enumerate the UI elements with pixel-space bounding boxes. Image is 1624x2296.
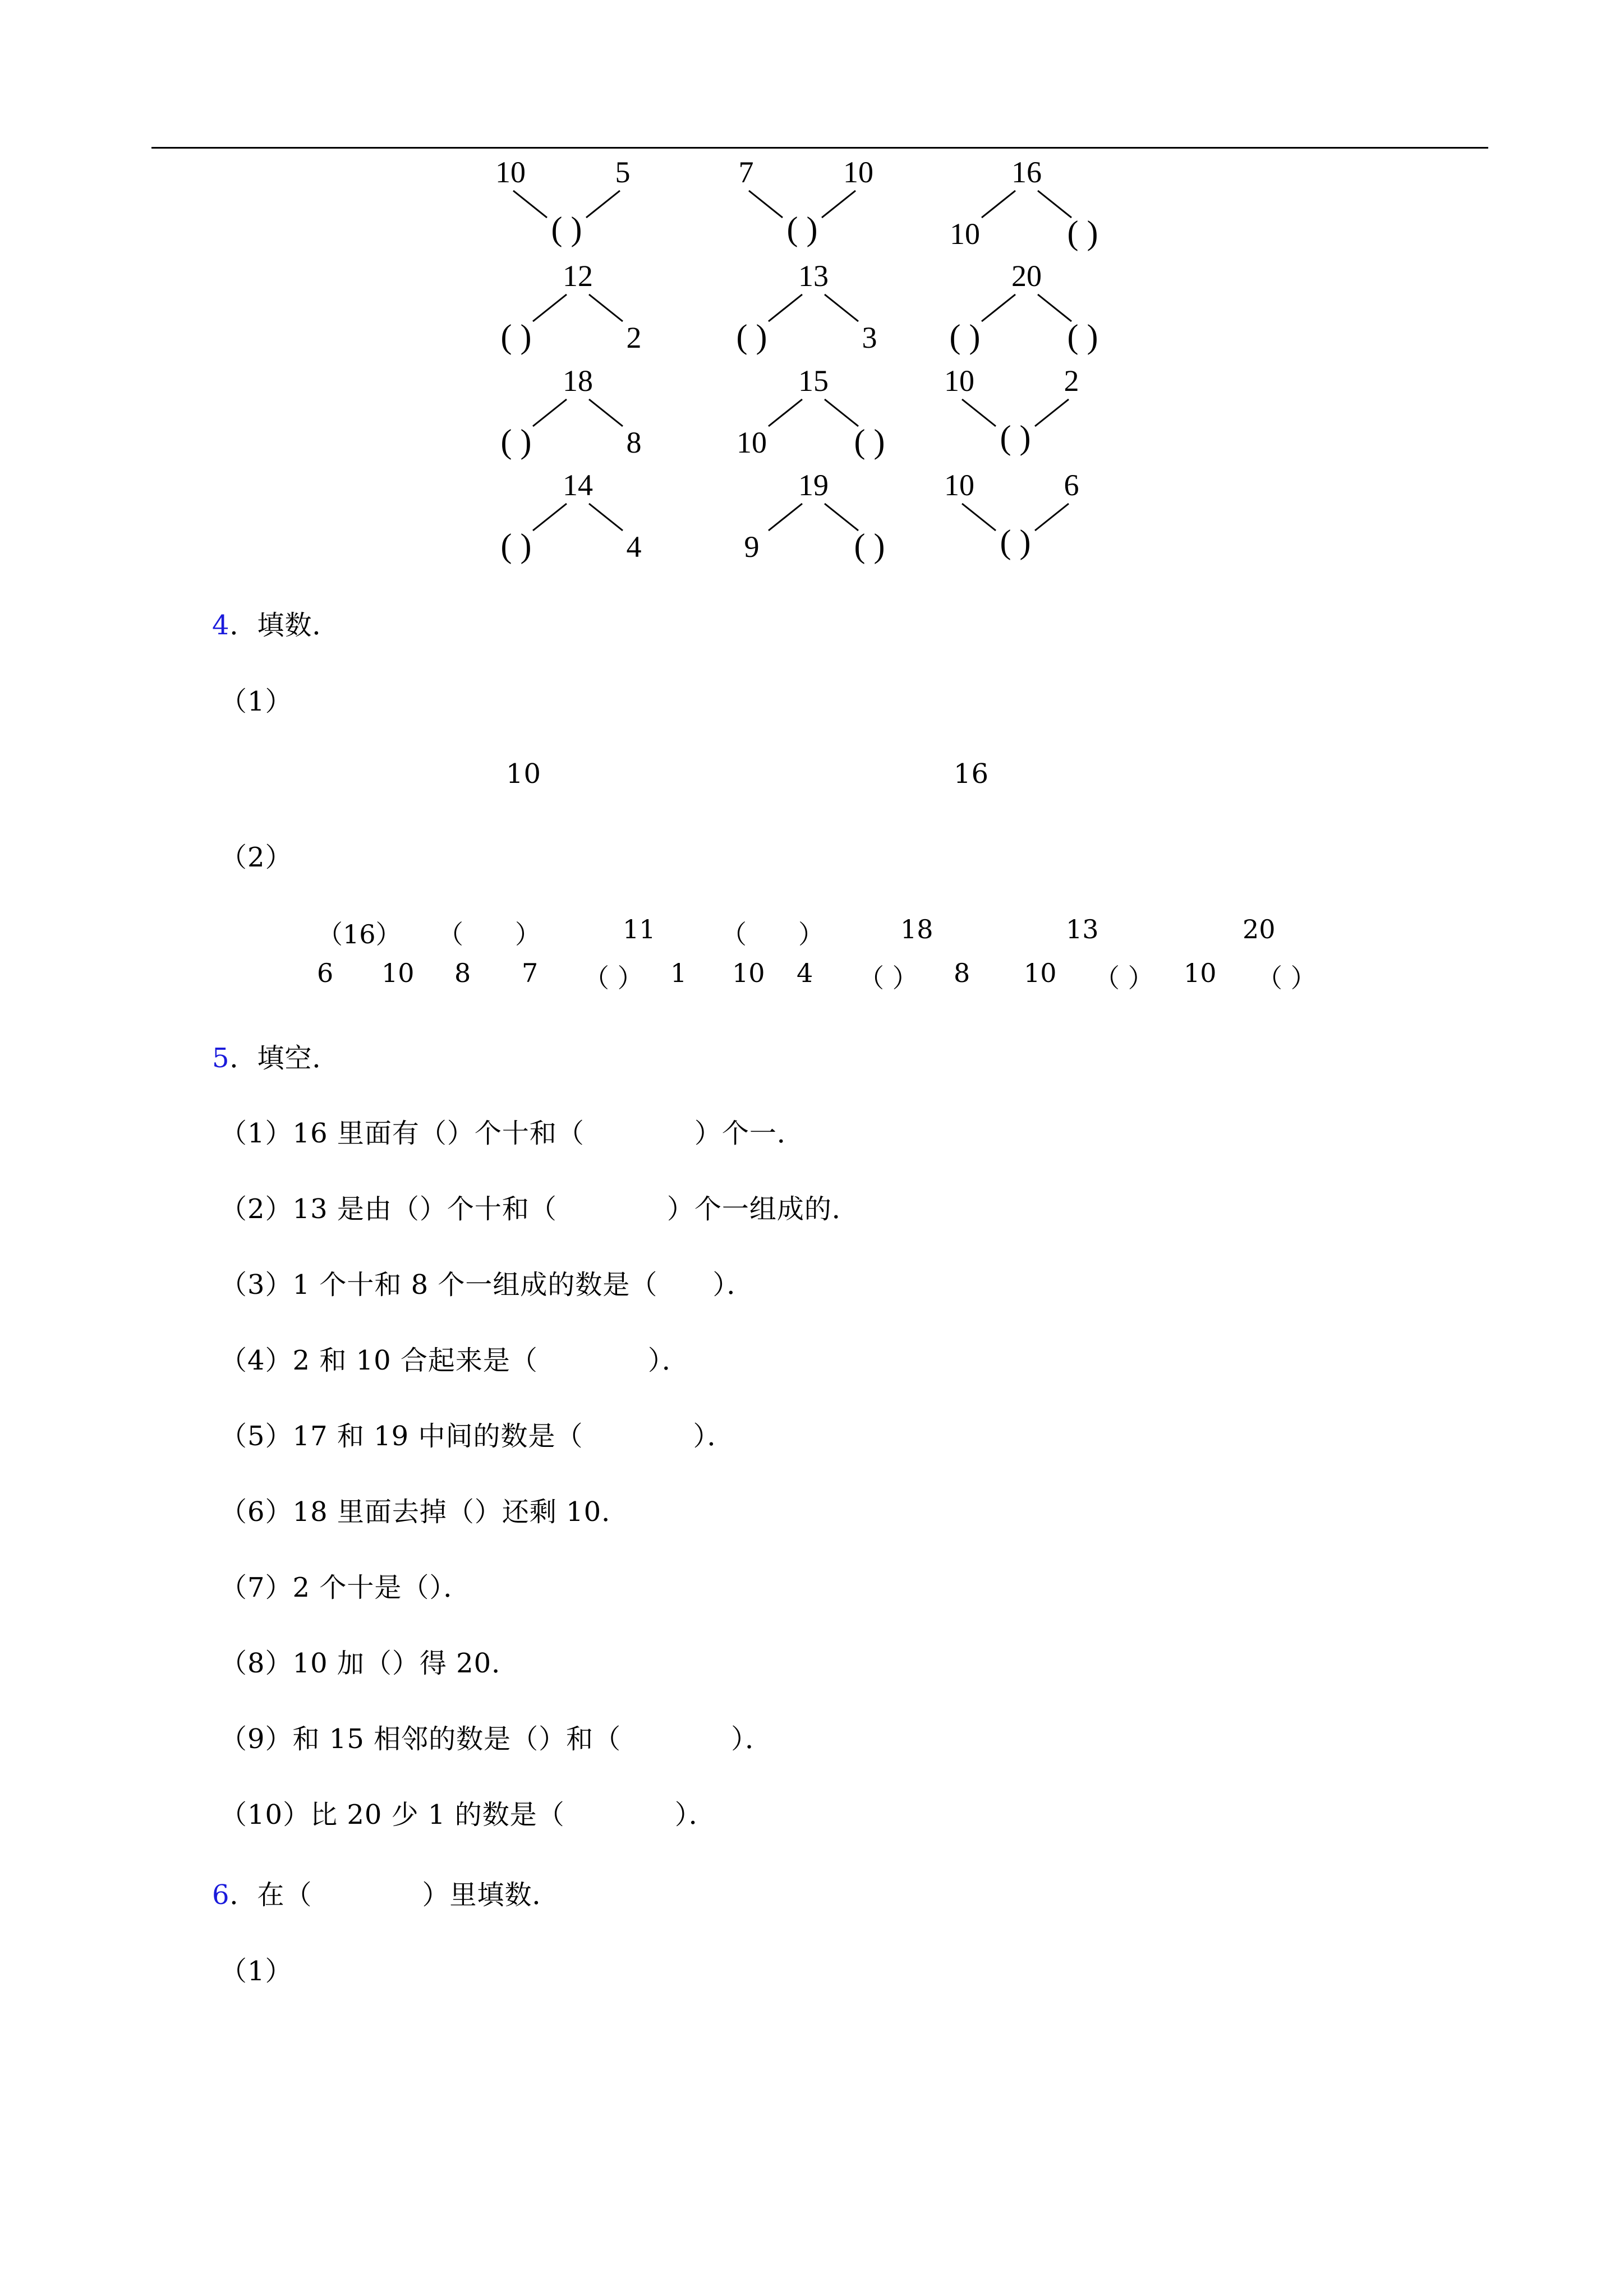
- tree-left-part: 10: [950, 217, 980, 251]
- tree-branch-line: [825, 399, 858, 426]
- tree-right-part: ( ): [854, 423, 885, 460]
- tree-branch-line: [769, 504, 802, 531]
- q4-sub1-value-1: 10: [506, 758, 542, 790]
- tree-top-number: 14: [563, 468, 593, 502]
- q5-item: （10）比 20 少 1 的数是（ ）．: [220, 1799, 716, 1831]
- q4-tree-bottom-value: 8: [454, 958, 471, 988]
- q4-tree-bottom-value: 8: [954, 958, 970, 988]
- tree-branch-line: [533, 504, 567, 531]
- q6-sub1-label: （1）: [220, 1956, 293, 1987]
- tree-right-part: 8: [626, 426, 642, 459]
- q4-sub1-value-2: 16: [954, 758, 990, 790]
- tree-branch-line: [589, 504, 623, 531]
- tree-branch-line: [962, 504, 996, 531]
- tree-left-part: ( ): [500, 527, 532, 564]
- tree-answer-blank: ( ): [786, 210, 818, 247]
- tree-left-part: ( ): [500, 423, 532, 460]
- q6-title: ．在（ ）里填数．: [229, 1879, 560, 1911]
- tree-top-right-number: 2: [1064, 364, 1079, 398]
- q4-tree-bottom-value: 10: [1184, 958, 1217, 988]
- tree-branch-line: [825, 504, 858, 531]
- tree-branch-line: [513, 191, 547, 218]
- tree-top-left-number: 10: [944, 468, 974, 502]
- tree-branch-line: [982, 191, 1015, 218]
- tree-left-part: 9: [744, 530, 760, 564]
- q4-tree-bottom-value: （ ）: [1094, 963, 1154, 993]
- tree-top-right-number: 10: [843, 155, 873, 189]
- tree-answer-blank: ( ): [1000, 523, 1031, 560]
- header-rule: [151, 147, 1488, 149]
- tree-right-part: ( ): [1067, 318, 1098, 355]
- q5-title: ．填空．: [229, 1043, 340, 1074]
- q5-item: （9）和 15 相邻的数是（）和（ ）．: [220, 1723, 773, 1755]
- q4-heading: [212, 603, 340, 642]
- q4-title: ．填数．: [229, 610, 340, 641]
- tree-top-number: 15: [798, 364, 829, 398]
- tree-right-part: 2: [626, 321, 642, 354]
- tree-top-number: 20: [1011, 259, 1042, 293]
- q4-sub1-label: （1）: [220, 686, 293, 717]
- q4-tree-bottom-value: 10: [381, 958, 415, 988]
- tree-branch-line: [589, 399, 623, 426]
- q4-tree-bottom-value: 10: [1024, 958, 1057, 988]
- tree-top-number: 19: [798, 468, 829, 502]
- tree-left-part: ( ): [736, 318, 767, 355]
- q6-number: 6: [212, 1879, 230, 1911]
- tree-left-part: ( ): [949, 318, 981, 355]
- tree-branch-line: [533, 399, 567, 426]
- q5-heading: [212, 1036, 340, 1075]
- q4-tree-bottom-value: （ ）: [1257, 963, 1317, 993]
- q4-tree-top-value: （ ）: [438, 919, 541, 949]
- q5-item: （6）18 里面去掉（）还剩 10．: [220, 1496, 629, 1528]
- tree-branch-line: [533, 294, 567, 321]
- q4-tree-bottom-value: （ ）: [583, 963, 643, 993]
- q4-tree-top-value: 20: [1243, 914, 1276, 944]
- tree-answer-blank: ( ): [551, 210, 582, 247]
- tree-branch-line: [962, 399, 996, 426]
- q5-item: （8）10 加（）得 20．: [220, 1648, 519, 1679]
- tree-branch-line: [769, 294, 802, 321]
- tree-branch-line: [1038, 294, 1071, 321]
- q5-item: （7）2 个十是（）．: [220, 1572, 471, 1603]
- q5-number: 5: [212, 1043, 230, 1074]
- tree-right-part: 3: [862, 321, 877, 354]
- number-tree-figure: [482, 151, 1184, 578]
- tree-branch-line: [822, 191, 855, 218]
- q4-sub2-label: （2）: [220, 842, 293, 873]
- q5-item: （3）1 个十和 8 个一组成的数是（ ）．: [220, 1269, 755, 1301]
- tree-branch-line: [1038, 191, 1071, 218]
- tree-branch-line: [1035, 399, 1069, 426]
- q4-tree-bottom-value: 4: [797, 958, 813, 988]
- q5-item: （2）13 是由（）个十和（ ）个一组成的．: [220, 1193, 859, 1225]
- tree-right-part: ( ): [1067, 214, 1098, 251]
- tree-top-right-number: 6: [1064, 468, 1079, 502]
- q5-item: （1）16 里面有（）个十和（ ）个一．: [220, 1118, 804, 1149]
- q6-heading: [212, 1873, 560, 1912]
- tree-left-part: 10: [737, 426, 767, 459]
- tree-left-part: ( ): [500, 318, 532, 355]
- tree-branch-line: [1035, 504, 1069, 531]
- q4-tree-bottom-value: 10: [732, 958, 765, 988]
- tree-top-left-number: 10: [495, 155, 526, 189]
- tree-branch-line: [982, 294, 1015, 321]
- tree-right-part: ( ): [854, 527, 885, 564]
- tree-top-left-number: 10: [944, 364, 974, 398]
- tree-top-number: 16: [1011, 155, 1042, 189]
- tree-top-number: 12: [563, 259, 593, 293]
- tree-top-right-number: 5: [615, 155, 631, 189]
- q4-tree-top-value: 11: [623, 914, 656, 944]
- tree-answer-blank: ( ): [1000, 419, 1031, 456]
- q5-item: （5）17 和 19 中间的数是（ ）．: [220, 1421, 735, 1452]
- q4-tree-bottom-value: 7: [522, 958, 539, 988]
- q5-item: （4）2 和 10 合起来是（ ）．: [220, 1345, 689, 1376]
- tree-branch-line: [825, 294, 858, 321]
- tree-branch-line: [589, 294, 623, 321]
- tree-top-number: 18: [563, 364, 593, 398]
- q4-tree-top-value: 18: [900, 914, 933, 944]
- q4-tree-bottom-value: 6: [317, 958, 334, 988]
- q4-tree-top-value: （16）: [317, 919, 402, 949]
- q4-tree-top-value: 13: [1066, 914, 1099, 944]
- q4-tree-top-value: （ ）: [721, 919, 824, 949]
- q4-number: 4: [212, 610, 230, 641]
- tree-branch-line: [769, 399, 802, 426]
- tree-branch-line: [586, 191, 620, 218]
- tree-right-part: 4: [626, 530, 642, 564]
- tree-branch-line: [749, 191, 783, 218]
- q4-tree-bottom-value: 1: [670, 958, 687, 988]
- tree-top-number: 13: [798, 259, 829, 293]
- q4-tree-bottom-value: （ ）: [858, 963, 918, 993]
- tree-top-left-number: 7: [738, 155, 754, 189]
